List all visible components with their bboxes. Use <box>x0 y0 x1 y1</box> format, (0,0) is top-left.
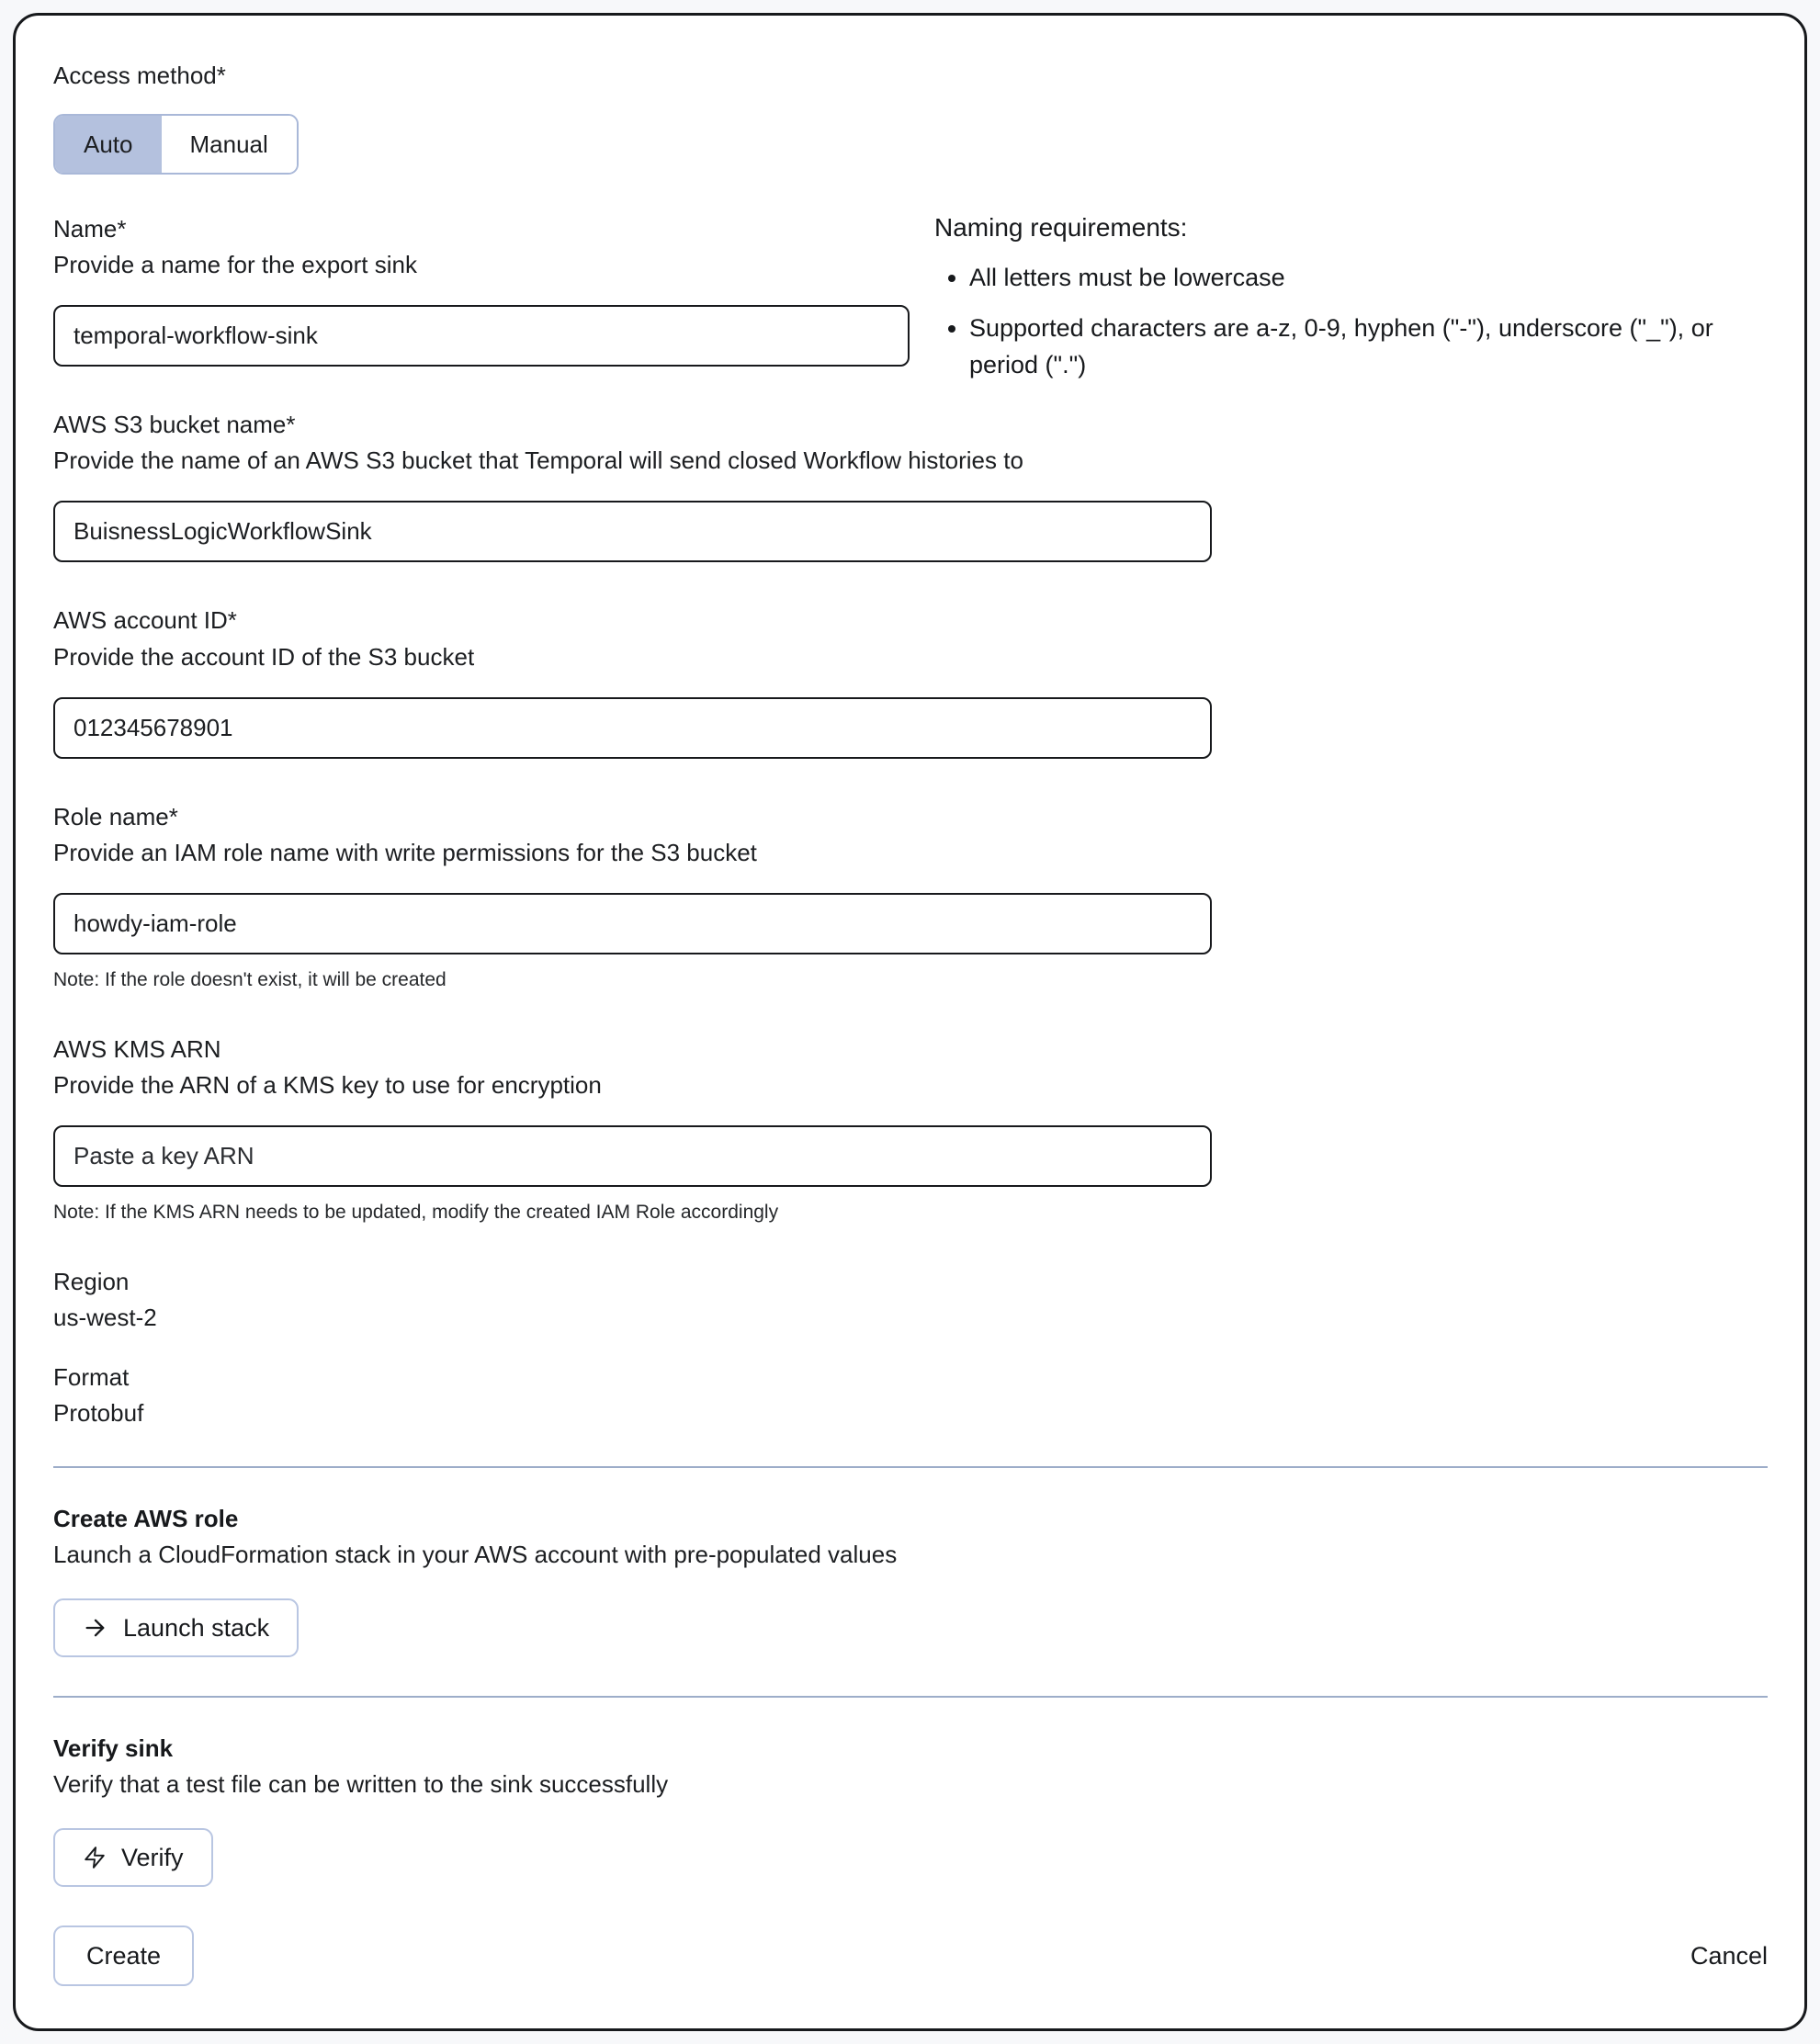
verify-sink-description: Verify that a test file can be written to the sink successfully <box>53 1770 669 1799</box>
export-sink-form-card <box>13 13 1807 2031</box>
format-label: Format <box>53 1363 130 1392</box>
account-id-description: Provide the account ID of the S3 bucket <box>53 642 475 671</box>
kms-arn-description: Provide the ARN of a KMS key to use for encryption <box>53 1070 602 1099</box>
cancel-button[interactable]: Cancel <box>1690 1941 1768 1970</box>
launch-stack-button-label: Launch stack <box>123 1613 270 1642</box>
verify-button[interactable] <box>53 1828 213 1887</box>
s3-bucket-description: Provide the name of an AWS S3 bucket that Temporal will send closed Workflow histories to <box>53 446 1023 475</box>
form-actions <box>53 1925 1768 1986</box>
region-field <box>53 1266 1768 1332</box>
create-button[interactable]: Create <box>53 1925 194 1986</box>
account-id-field <box>53 604 1768 758</box>
name-label: Name* <box>53 215 127 243</box>
role-name-input[interactable] <box>53 893 1212 954</box>
verify-sink-section <box>53 1734 1768 1887</box>
access-method-field <box>53 60 1768 175</box>
role-name-field <box>53 801 1768 991</box>
kms-arn-note: Note: If the KMS ARN needs to be updated, modify the created IAM Role accordingly <box>53 1202 779 1224</box>
kms-arn-input[interactable] <box>53 1125 1212 1187</box>
access-method-label: Access method* <box>53 62 226 89</box>
naming-requirements-title: Naming requirements: <box>934 213 1188 243</box>
naming-requirements-list <box>934 259 1768 384</box>
role-name-description: Provide an IAM role name with write permissions for the S3 bucket <box>53 838 757 866</box>
format-value: Protobuf <box>53 1399 144 1428</box>
s3-bucket-field <box>53 409 1768 562</box>
launch-stack-button[interactable] <box>53 1598 299 1657</box>
role-name-note: Note: If the role doesn't exist, it will be created <box>53 968 447 990</box>
account-id-input[interactable] <box>53 697 1212 759</box>
name-input[interactable] <box>53 305 910 367</box>
naming-requirement-item: • All letters must be lowercase <box>969 259 1768 297</box>
kms-arn-label: AWS KMS ARN <box>53 1034 221 1063</box>
s3-bucket-label: AWS S3 bucket name* <box>53 411 296 439</box>
verify-button-label: Verify <box>121 1843 184 1871</box>
divider <box>53 1466 1768 1468</box>
access-method-option-manual[interactable]: Manual <box>162 116 297 173</box>
verify-sink-title: Verify sink <box>53 1734 174 1763</box>
kms-arn-field <box>53 1033 1768 1224</box>
format-field <box>53 1361 1768 1428</box>
region-label: Region <box>53 1268 130 1296</box>
access-method-toggle <box>53 114 299 175</box>
name-row <box>53 213 1768 409</box>
account-id-label: AWS account ID* <box>53 606 237 635</box>
name-field <box>53 213 910 367</box>
divider <box>53 1696 1768 1698</box>
name-description: Provide a name for the export sink <box>53 251 417 279</box>
naming-requirement-item: • Supported characters are a-z, 0-9, hyphen ("-"), underscore ("_"), or period (".") <box>969 310 1768 384</box>
arrow-right-icon <box>83 1615 108 1641</box>
create-aws-role-description: Launch a CloudFormation stack in your AWS account with pre-populated values <box>53 1541 898 1569</box>
create-aws-role-section <box>53 1505 1768 1657</box>
s3-bucket-input[interactable] <box>53 501 1212 562</box>
role-name-label: Role name* <box>53 802 178 830</box>
region-value: us-west-2 <box>53 1304 157 1332</box>
create-aws-role-title: Create AWS role <box>53 1505 239 1533</box>
naming-requirements <box>910 213 1768 397</box>
access-method-option-auto[interactable]: Auto <box>55 116 162 173</box>
lightning-icon <box>83 1846 107 1869</box>
